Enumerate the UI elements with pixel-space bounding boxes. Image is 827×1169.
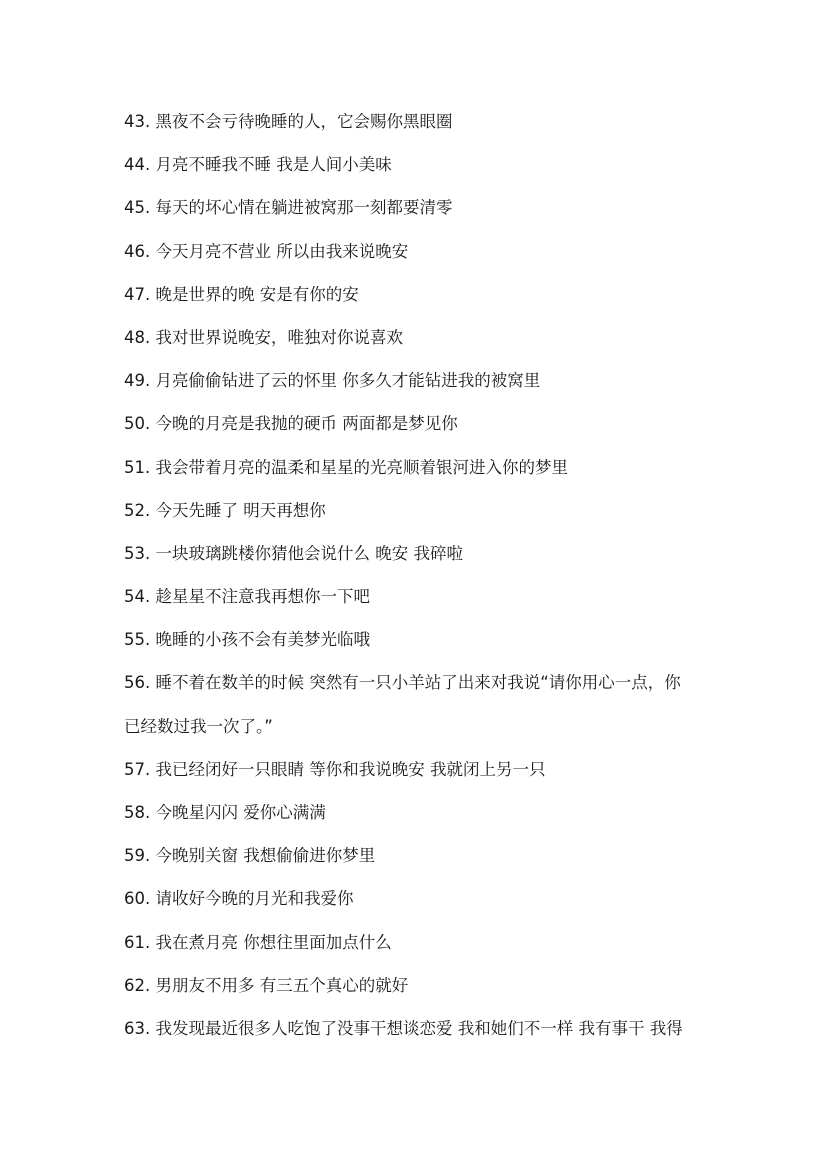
- text-line: 60. 请收好今晚的月光和我爱你: [124, 889, 354, 909]
- text-line: 49. 月亮偷偷钻进了云的怀里 你多久才能钻进我的被窝里: [124, 371, 541, 391]
- text-line: 57. 我已经闭好一只眼睛 等你和我说晚安 我就闭上另一只: [124, 759, 546, 779]
- text-line: 56. 睡不着在数羊的时候 突然有一只小羊站了出来对我说“请你用心一点，你: [124, 673, 681, 693]
- text-line: 50. 今晚的月亮是我抛的硬币 两面都是梦见你: [124, 414, 458, 434]
- text-line: 61. 我在煮月亮 你想往里面加点什么: [124, 932, 392, 952]
- text-line: 45. 每天的坏心情在躺进被窝那一刻都要清零: [124, 198, 453, 218]
- text-line: 44. 月亮不睡我不睡 我是人间小美味: [124, 155, 392, 175]
- text-line: 48. 我对世界说晚安，唯独对你说喜欢: [124, 327, 403, 347]
- text-line: 46. 今天月亮不营业 所以由我来说晚安: [124, 241, 409, 261]
- text-line: 58. 今晚星闪闪 爱你心满满: [124, 803, 326, 822]
- text-line: 52. 今天先睡了 明天再想你: [124, 500, 326, 520]
- text-line: 51. 我会带着月亮的温柔和星星的光亮顺着银河进入你的梦里: [124, 457, 568, 477]
- text-line: 63. 我发现最近很多人吃饱了没事干想谈恋爱 我和她们不一样 我有事干 我得: [124, 1018, 683, 1038]
- text-line: 47. 晚是世界的晚 安是有你的安: [124, 284, 359, 304]
- text-body: [124, 108, 709, 1058]
- text-line: 53. 一块玻璃跳楼你猜他会说什么 晚安 我碎啦: [124, 543, 463, 563]
- text-line: 43. 黑夜不会亏待晚睡的人，它会赐你黑眼圈: [124, 112, 453, 131]
- text-line: 55. 晚睡的小孩不会有美梦光临哦: [124, 630, 370, 650]
- text-line-continuation: 已经数过我一次了。”: [124, 716, 273, 736]
- text-line: 62. 男朋友不用多 有三五个真心的就好: [124, 975, 409, 995]
- text-line: 54. 趁星星不注意我再想你一下吧: [124, 587, 370, 607]
- text-line: 59. 今晚别关窗 我想偷偷进你梦里: [124, 846, 376, 866]
